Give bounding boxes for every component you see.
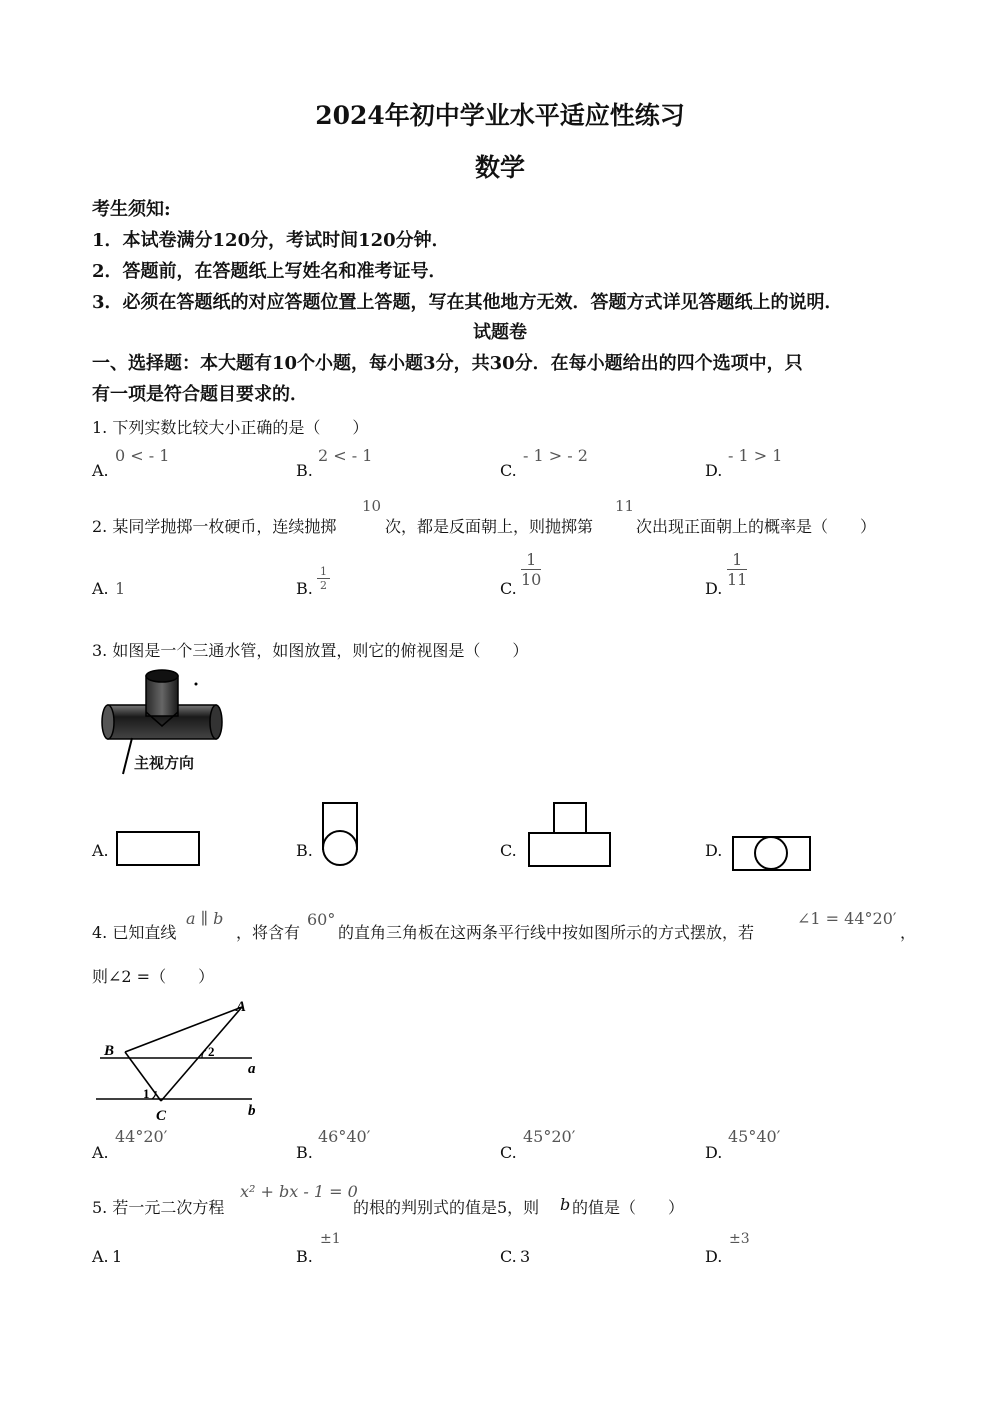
q1-option-a-value: 0 < - 1 xyxy=(115,446,170,465)
q4-option-c-value: 45°20′ xyxy=(523,1127,576,1146)
q2-option-c-numerator: 1 xyxy=(521,550,541,570)
point-B-label: B xyxy=(104,1043,115,1059)
pipe-view-direction-label: 主视方向 xyxy=(134,754,195,772)
q4-option-b-value: 46°40′ xyxy=(318,1127,371,1146)
q4-option-d-label: D. xyxy=(705,1143,723,1162)
question-2-stem-b: 次，都是反面朝上，则抛掷第 xyxy=(385,517,594,536)
q1-option-d-label: D. xyxy=(705,461,723,480)
exam-title: 2024年初中学业水平适应性练习 xyxy=(315,101,685,130)
q5-option-d-label: D. xyxy=(705,1247,723,1266)
q2-option-c-denominator: 10 xyxy=(521,570,542,590)
angle-2-label: 2 xyxy=(208,1044,215,1059)
question-4-parallel-expr: a ∥ b xyxy=(186,909,224,928)
q3-option-c-label: C. xyxy=(500,841,517,860)
question-2-stem-c: 次出现正面朝上的概率是（ ） xyxy=(636,517,877,536)
question-4-angle-expr: 60° xyxy=(307,910,336,929)
q2-option-b-denominator: 2 xyxy=(320,579,327,593)
question-5-stem-a: 5. 若一元二次方程 xyxy=(92,1198,225,1217)
notice-item: 3．必须在答题纸的对应答题位置上答题，写在其他地方无效．答题方式详见答题纸上的说明． xyxy=(92,292,843,313)
q4-option-a-value: 44°20′ xyxy=(115,1127,168,1146)
q4-option-b-label: B. xyxy=(296,1143,313,1162)
parallel-lines-triangle-figure xyxy=(90,995,270,1127)
q1-option-c-label: C. xyxy=(500,461,517,480)
q3-option-b-shape xyxy=(320,800,362,870)
triangle-side-ba xyxy=(125,1007,242,1052)
q3-option-d-label: D. xyxy=(705,841,723,860)
q5-option-b-label: B. xyxy=(296,1247,313,1266)
q2-option-c-fraction xyxy=(521,550,541,589)
question-4-stem-d: ， xyxy=(900,923,917,942)
section-heading: 一、选择题：本大题有10个小题，每小题3分，共30分．在每小题给出的四个选项中，只 xyxy=(92,353,803,374)
q2-option-b-label: B. xyxy=(296,579,313,598)
notice-heading: 考生须知: xyxy=(92,199,171,220)
q3-option-a-label: A. xyxy=(92,841,109,860)
section-heading-cont: 有一项是符合题目要求的． xyxy=(92,384,308,405)
question-4-line2: 则∠2 =（ ） xyxy=(92,967,215,986)
q5-option-d-value: ±3 xyxy=(729,1231,750,1247)
question-3-stem: 3. 如图是一个三通水管，如图放置，则它的俯视图是（ ） xyxy=(92,641,529,660)
q3-option-a-shape xyxy=(115,830,203,868)
question-5-equation: x² + bx - 1 = 0 xyxy=(240,1182,358,1201)
q1-option-d-value: - 1 > 1 xyxy=(728,446,783,465)
question-5-variable: b xyxy=(560,1195,571,1214)
q5-option-b-value: ±1 xyxy=(320,1231,341,1247)
line-a-label: a xyxy=(248,1061,256,1077)
question-2-sup-a: 10 xyxy=(362,497,382,515)
angle-1-label: 1 xyxy=(143,1086,150,1101)
q2-option-d-label: D. xyxy=(705,579,723,598)
q3-option-b-label: B. xyxy=(296,841,313,860)
line-b-label: b xyxy=(248,1103,256,1119)
q1-option-c-value: - 1 > - 2 xyxy=(523,446,588,465)
q4-option-c-label: C. xyxy=(500,1143,517,1162)
q5-option-c-label: C. xyxy=(500,1247,517,1266)
q2-option-d-denominator: 11 xyxy=(727,570,748,590)
q2-option-a-value: 1 xyxy=(115,579,126,598)
q2-option-d-fraction xyxy=(727,550,747,589)
q2-option-d-numerator: 1 xyxy=(727,550,747,570)
point-A-label: A xyxy=(236,999,247,1015)
q1-option-b-value: 2 < - 1 xyxy=(318,446,373,465)
q4-option-d-value: 45°40′ xyxy=(728,1127,781,1146)
point-C-label: C xyxy=(156,1108,167,1124)
q2-option-c-label: C. xyxy=(500,579,517,598)
question-5-stem-c: 的值是（ ） xyxy=(572,1198,685,1217)
question-4-stem-b: ，将含有 xyxy=(236,923,301,942)
q1-option-a-label: A. xyxy=(92,461,109,480)
q1-option-b-label: B. xyxy=(296,461,313,480)
question-4-stem-a: 4. 已知直线 xyxy=(92,923,177,942)
q5-option-a-label: A. xyxy=(92,1247,109,1266)
paper-label: 试题卷 xyxy=(473,322,527,343)
q2-option-a-label: A. xyxy=(92,579,109,598)
triangle-side-ca xyxy=(161,1007,242,1101)
notice-item: 2．答题前，在答题纸上写姓名和准考证号． xyxy=(92,261,447,282)
q3-option-c-shape xyxy=(526,800,614,870)
q4-option-a-label: A. xyxy=(92,1143,109,1162)
question-4-given-expr: ∠1 = 44°20′ xyxy=(797,909,897,928)
q2-option-b-numerator: 1 xyxy=(317,565,330,579)
q2-option-b-fraction xyxy=(317,565,330,592)
question-4-stem-c: 的直角三角板在这两条平行线中按如图所示的方式摆放，若 xyxy=(338,923,755,942)
question-1-stem: 1. 下列实数比较大小正确的是（ ） xyxy=(92,418,369,437)
notice-item: 1．本试卷满分120分，考试时间120分钟． xyxy=(92,230,450,251)
question-2-stem-a: 2. 某同学抛掷一枚硬币，连续抛掷 xyxy=(92,517,337,536)
q3-option-d-shape xyxy=(730,834,814,874)
subject-title: 数学 xyxy=(474,153,525,182)
question-5-stem-b: 的根的判别式的值是5，则 xyxy=(353,1198,540,1217)
q5-option-a-value: 1 xyxy=(112,1247,123,1266)
q5-option-c-value: 3 xyxy=(520,1247,531,1266)
question-2-sup-b: 11 xyxy=(615,497,635,515)
